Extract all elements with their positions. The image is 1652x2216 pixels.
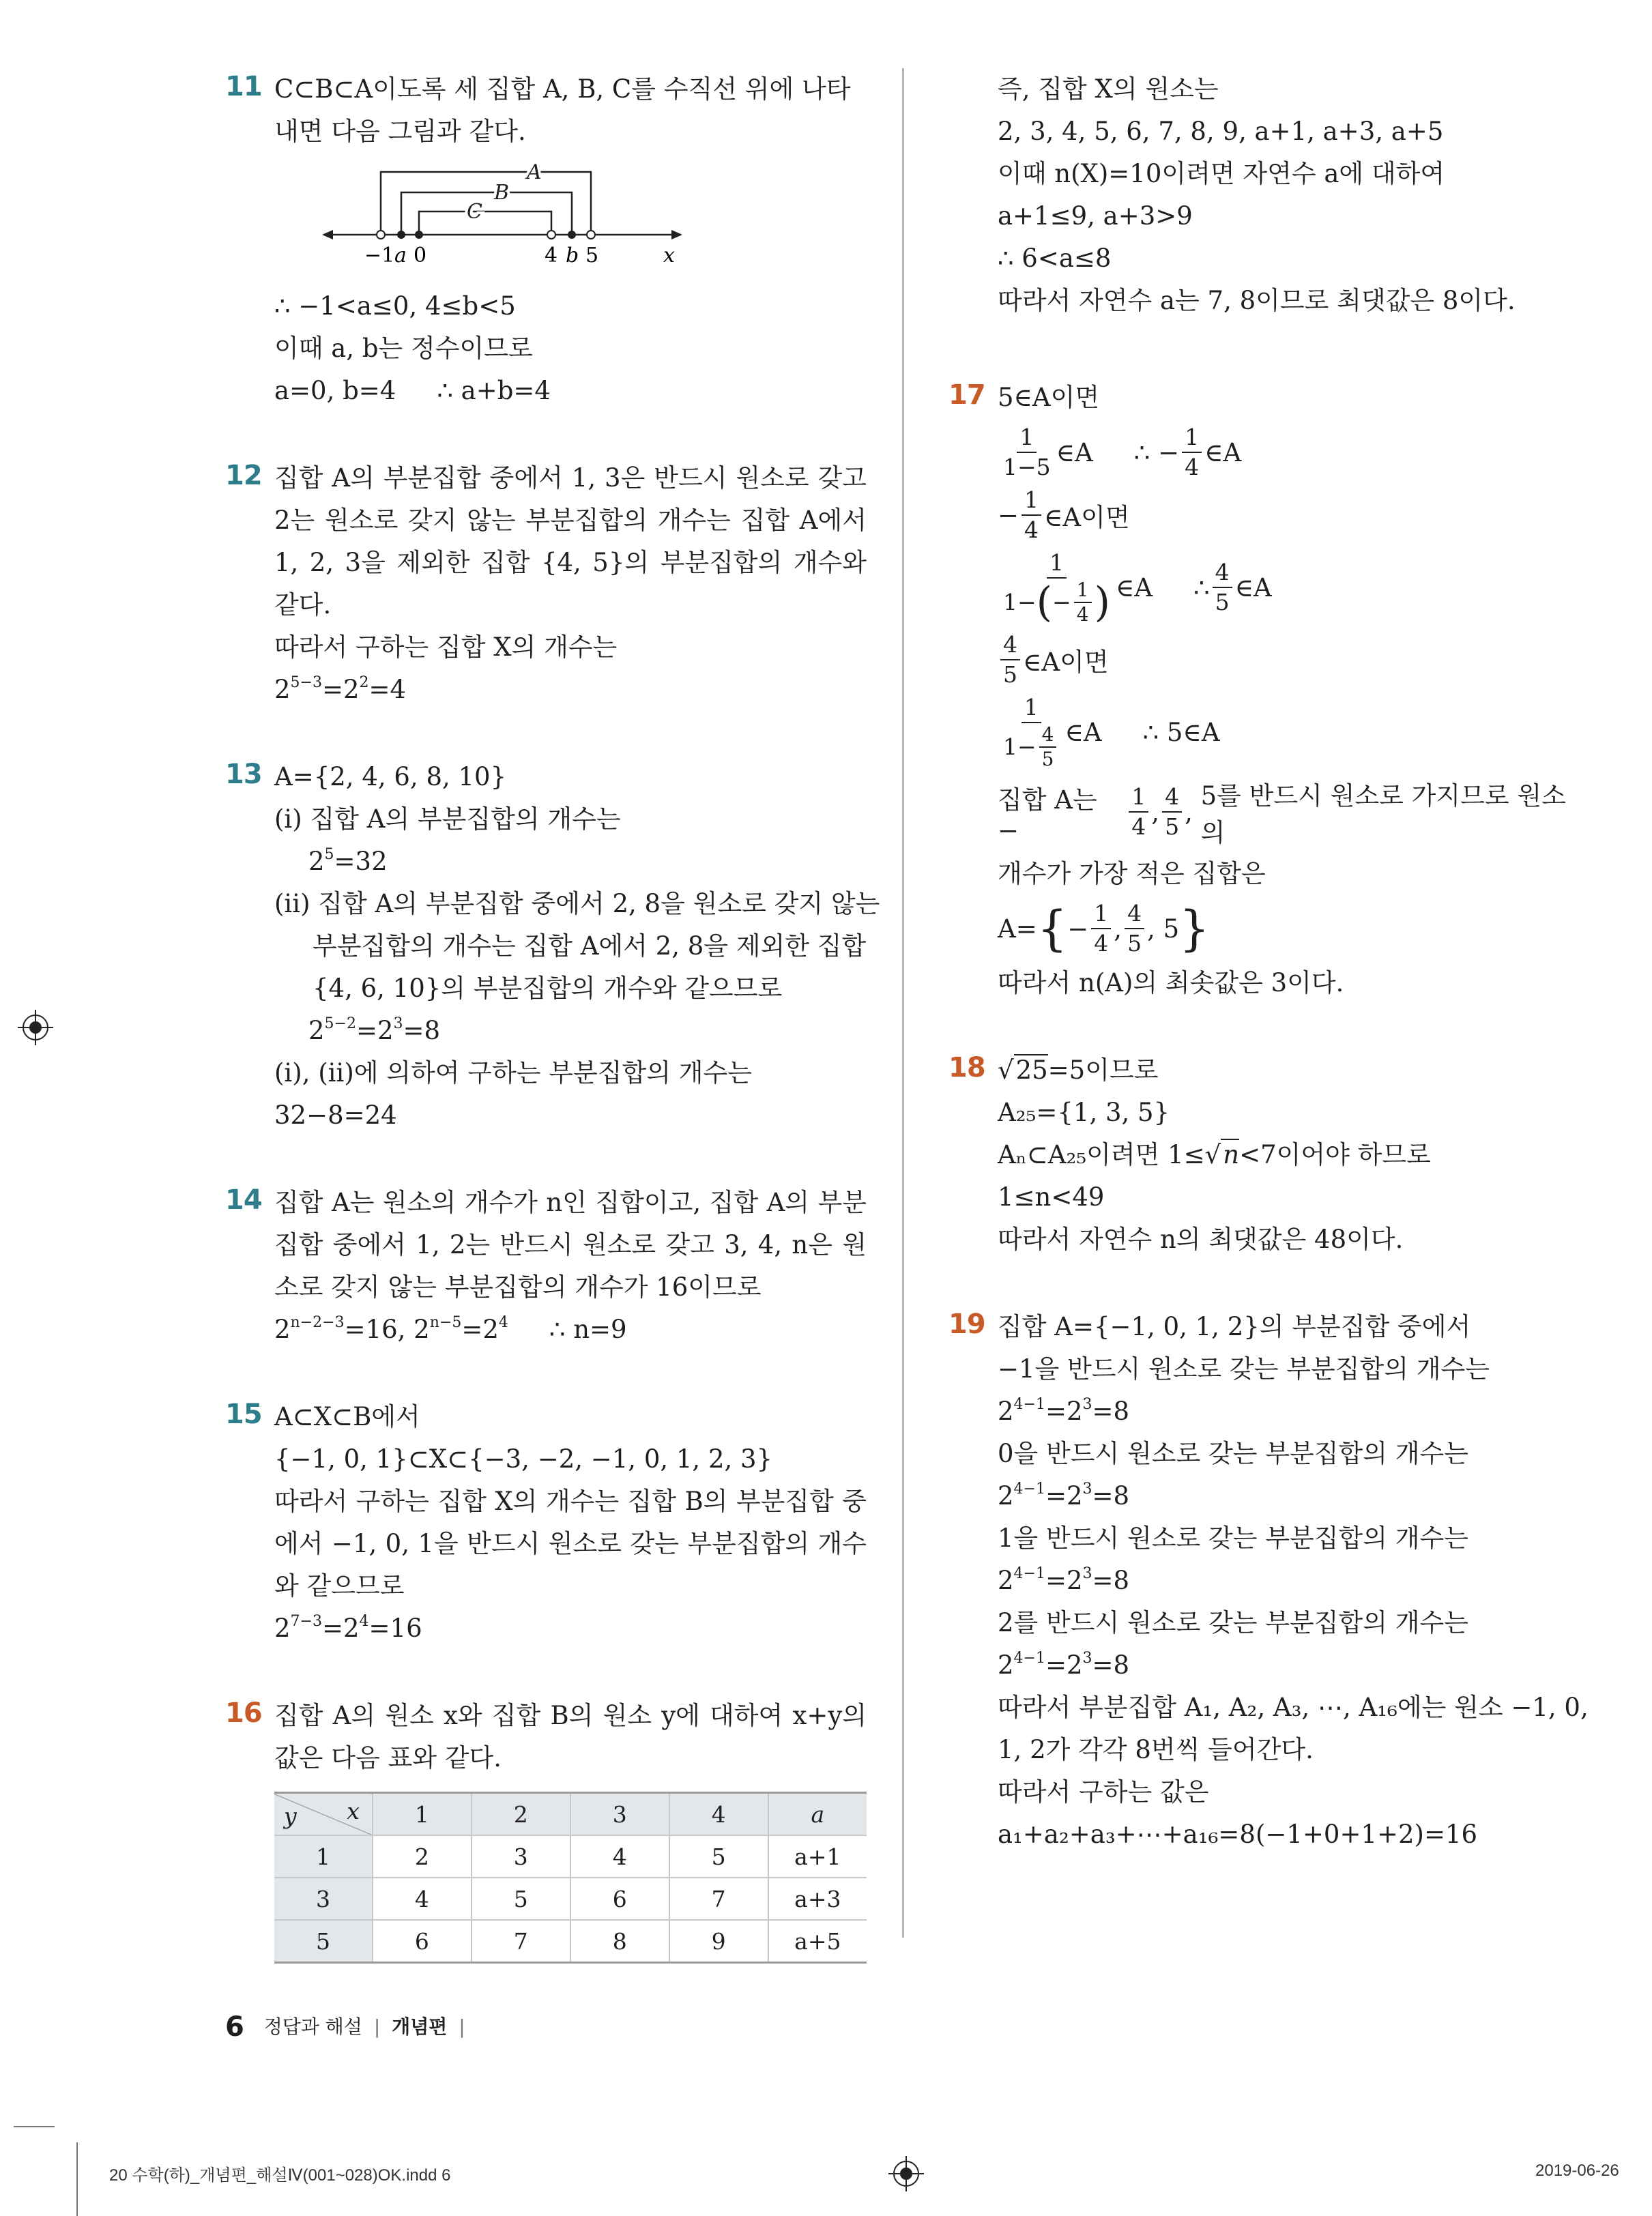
- problem-15: [225, 1396, 867, 1650]
- axis-arrow-left: [322, 230, 333, 239]
- row-header: 5: [274, 1920, 373, 1963]
- solution-line: 32−8=24: [274, 1100, 397, 1130]
- table-cell: 4: [373, 1878, 472, 1920]
- header-cell: 2: [472, 1793, 570, 1836]
- slug-date: 2019-06-26: [1535, 2161, 1619, 2180]
- solution-line: 따라서 자연수 n의 최댓값은 48이다.: [998, 1225, 1404, 1254]
- header-cell: 1: [373, 1793, 472, 1836]
- problem-11: [225, 68, 867, 412]
- column-divider: [902, 68, 904, 1938]
- fraction: $\frac{4}{5}$: [1213, 558, 1232, 617]
- problem-number: 17: [948, 379, 985, 411]
- power-line: $2^{4-1}=2^3=8$: [998, 1481, 1130, 1511]
- table-row: [274, 1878, 867, 1920]
- corner-cell: y x: [274, 1793, 373, 1836]
- label-c: C: [467, 200, 482, 224]
- solution-line: 0을 반드시 원소로 갖는 부분집합의 개수는: [998, 1439, 1468, 1468]
- tick-label: a: [394, 244, 407, 267]
- point-4: [547, 231, 555, 239]
- problem-19: [948, 1306, 1590, 1856]
- table-cell: 2: [373, 1835, 472, 1878]
- point-minus1: [377, 231, 385, 239]
- solution-line: 따라서 구하는 값은: [998, 1777, 1209, 1807]
- fraction: $\frac{1}{4}$: [1091, 899, 1111, 958]
- fraction-line: $\frac{1}{1-5}$ ∈A ∴ − $\frac{1}{4}$ ∈A: [998, 423, 1590, 482]
- registration-mark-icon: [888, 2156, 924, 2191]
- crop-mark: [14, 2126, 55, 2127]
- solution-line: A⊂X⊂B에서: [274, 1402, 420, 1431]
- set-definition: A={2, 4, 6, 8, 10}: [274, 762, 507, 791]
- power-line: $2^{4-1}=2^3=8$: [998, 1396, 1130, 1426]
- sum-table: [274, 1792, 867, 1964]
- solution-line: a₁+a₂+a₃+⋯+a₁₆=8(−1+0+1+2)=16: [998, 1820, 1478, 1849]
- solution-line: 집합 A는 − $\frac{1}{4}$ , $\frac{4}{5}$ , 5를 반드시 원소로 가지므로 원소의: [998, 781, 1566, 847]
- table-row: [274, 1835, 867, 1878]
- solution-line: Aₙ⊂A₂₅이려면 1≤√n<7이어야 하므로: [998, 1140, 1431, 1169]
- fraction: $\frac{1}{4}$: [1021, 486, 1041, 544]
- problem-number: 15: [225, 1399, 262, 1430]
- problem-17: [948, 377, 1590, 1004]
- table-row: [274, 1920, 867, 1963]
- header-cell: 3: [570, 1793, 669, 1836]
- problem-number: 16: [225, 1697, 262, 1729]
- crop-mark: [76, 2142, 78, 2216]
- solution-line: 따라서 n(A)의 최솟값은 3이다.: [998, 968, 1344, 997]
- statement-line: 내면 다음 그림과 같다.: [274, 117, 526, 146]
- statement-line: C⊂B⊂A이도록 세 집합 A, B, C를 수직선 위에 나타: [274, 74, 851, 104]
- registration-mark-icon: [18, 1010, 53, 1045]
- page-number: 6: [225, 2011, 244, 2043]
- table-header-row: [274, 1793, 867, 1836]
- tick-label: −1: [364, 244, 395, 267]
- footer-label: 정답과 해설: [263, 2015, 362, 2038]
- problem-number: 14: [225, 1184, 262, 1216]
- footer-section: 개념편: [392, 2015, 448, 2038]
- solution-line: 따라서 자연수 a는 7, 8이므로 최댓값은 8이다.: [998, 286, 1516, 315]
- solution-line: 5∈A이면: [998, 383, 1100, 412]
- solution-line: 이때 n(X)=10이려면 자연수 a에 대하여: [998, 159, 1445, 188]
- fraction: $\frac{4}{5}$: [1162, 783, 1182, 841]
- problem-number: 19: [948, 1309, 985, 1340]
- tick-label: b: [566, 244, 579, 267]
- solution-line: 1을 반드시 원소로 갖는 부분집합의 개수는: [998, 1524, 1468, 1553]
- statement-text: 집합 A의 부분집합 중에서 1, 3은 반드시 원소로 갖고 2는 원소로 갖지 않는 부분집합의 개수는 집합 A에서 1, 2, 3을 제외한 집합 {4, 5}의 부분집합의 개수와 같다.: [274, 463, 867, 619]
- power-line: $2^{4-1}=2^3=8$: [998, 1650, 1130, 1680]
- power-line: $2^{n-2-3}=16$, $2^{n-5}=2^4$ ∴ n=9: [274, 1314, 627, 1344]
- row-header: 3: [274, 1878, 373, 1920]
- solution-line: 집합 A={−1, 0, 1, 2}의 부분집합 중에서: [998, 1312, 1471, 1341]
- problem-18: [948, 1049, 1590, 1261]
- point-a: [397, 231, 405, 239]
- point-5: [587, 231, 595, 239]
- power-line: $2^{5-3}=2^2=4$: [274, 674, 407, 704]
- point-b: [568, 231, 576, 239]
- tick-label: 4: [545, 244, 558, 267]
- solution-line: [274, 370, 867, 412]
- conclusion: ∴ a+b=4: [437, 376, 551, 405]
- power-line: $2^5=32$: [308, 846, 388, 876]
- statement-text: 집합 A의 원소 x와 집합 B의 원소 y에 대하여 x+y의 값은 다음 표와 같다.: [274, 1701, 867, 1773]
- number-line-figure: [322, 160, 704, 276]
- page-footer: 6 정답과 해설 | 개념편 |: [225, 2011, 465, 2043]
- right-column: [948, 68, 1590, 1901]
- fraction: $\frac{1}{1-5}$: [1003, 424, 1051, 480]
- table-cell: a+1: [768, 1835, 867, 1878]
- power-line: $2^{4-1}=2^3=8$: [998, 1565, 1130, 1595]
- value: a=0, b=4: [274, 376, 396, 405]
- fraction: 1 1− ( − $\frac{1}{4}$ ): [1003, 549, 1110, 626]
- problem-number: 18: [948, 1052, 985, 1083]
- solution-line: ∴ 6<a≤8: [998, 244, 1112, 273]
- solution-line: 따라서 부분집합 A₁, A₂, A₃, ⋯, A₁₆에는 원소 −1, 0,: [998, 1693, 1589, 1722]
- fraction-line: 1 1− $\frac{4}{5}$ ∈A ∴ 5∈A: [998, 693, 1590, 771]
- solution-line: {−1, 0, 1}⊂X⊂{−3, −2, −1, 0, 1, 2, 3}: [274, 1444, 773, 1474]
- fraction: $\frac{4}{5}$: [1000, 630, 1020, 689]
- header-cell: a: [768, 1793, 867, 1836]
- solution-line: 따라서 구하는 집합 X의 개수는: [274, 632, 618, 662]
- solution-line: a+1≤9, a+3>9: [998, 201, 1193, 231]
- problem-16-continued: [948, 68, 1590, 322]
- fraction: 1 1− $\frac{4}{5}$: [1000, 693, 1062, 771]
- case-ii: (ⅱ) 집합 A의 부분집합 중에서 2, 8을 원소로 갖지 않는: [274, 889, 880, 918]
- solution-line: 개수가 가장 적은 집합은: [998, 859, 1266, 888]
- fraction: $\frac{1}{4}$: [1182, 423, 1202, 482]
- fraction: $\frac{1}{4}$: [1129, 783, 1148, 841]
- solution-line: 2를 반드시 원소로 갖는 부분집합의 개수는: [998, 1608, 1468, 1637]
- point-0: [415, 231, 423, 239]
- table-cell: 5: [472, 1878, 570, 1920]
- solution-text: 따라서 구하는 집합 X의 개수는 집합 B의 부분집합 중에서 −1, 0, 1을 반드시 원소로 갖는 부분집합의 개수와 같으므로: [274, 1487, 867, 1601]
- solution-line: 이때 a, b는 정수이므로: [274, 334, 533, 363]
- table-cell: 8: [570, 1920, 669, 1963]
- tick-label: 5: [585, 244, 599, 267]
- table-cell: 6: [373, 1920, 472, 1963]
- power-line: $2^{7-3}=2^4=16$: [274, 1613, 422, 1643]
- case-ii-line: 부분집합의 개수는 집합 A에서 2, 8을 제외한 집합: [313, 931, 867, 961]
- table-cell: 4: [570, 1835, 669, 1878]
- problem-16: [225, 1695, 867, 1964]
- table-cell: a+3: [768, 1878, 867, 1920]
- axis-label: x: [663, 244, 675, 267]
- solution-line: √25=5이므로: [998, 1055, 1159, 1085]
- slug-filename: 20 수학(하)_개념편_해설Ⅳ(001~028)OK.indd 6: [109, 2166, 451, 2185]
- axis-arrow-right: [671, 230, 682, 239]
- case-i: (ⅰ) 집합 A의 부분집합의 개수는: [274, 804, 621, 834]
- solution-line: 1≤n<49: [998, 1182, 1105, 1212]
- solution-line: 1, 2가 각각 8번씩 들어간다.: [998, 1735, 1314, 1764]
- table-cell: 9: [669, 1920, 768, 1963]
- row-header: 1: [274, 1835, 373, 1878]
- problem-13: [225, 756, 880, 1137]
- fraction: $\frac{4}{5}$: [1125, 899, 1144, 958]
- fraction-line: − $\frac{1}{4}$ ∈A이면: [998, 486, 1130, 543]
- bracket-a: [381, 172, 591, 232]
- solution-line: (ⅰ), (ⅱ)에 의하여 구하는 부분집합의 개수는: [274, 1058, 752, 1088]
- left-column: [225, 68, 880, 2009]
- conclusion: ∴ n=9: [549, 1315, 627, 1344]
- solution-line: 즉, 집합 X의 원소는: [998, 74, 1219, 104]
- table-cell: 6: [570, 1878, 669, 1920]
- table-cell: 7: [472, 1920, 570, 1963]
- bracket-c: [419, 212, 551, 232]
- problem-number: 11: [225, 71, 262, 102]
- table-cell: 5: [669, 1835, 768, 1878]
- set-result: A= { − $\frac{1}{4}$ , $\frac{4}{5}$ , 5 }: [998, 900, 1210, 957]
- problem-number: 12: [225, 460, 262, 491]
- table-cell: 3: [472, 1835, 570, 1878]
- fraction-line: $\frac{4}{5}$ ∈A이면: [998, 630, 1590, 689]
- fraction-line: 1 1− ( − $\frac{1}{4}$ ) ∈A ∴ $\frac{4}{5}$ ∈A: [998, 549, 1590, 626]
- case-ii-line: {4, 6, 10}의 부분집합의 개수와 같으므로: [313, 974, 783, 1003]
- header-cell: 4: [669, 1793, 768, 1836]
- table-cell: 7: [669, 1878, 768, 1920]
- problem-12: [225, 457, 867, 711]
- label-a: A: [527, 160, 542, 184]
- table-cell: a+5: [768, 1920, 867, 1963]
- solution-line: −1을 반드시 원소로 갖는 부분집합의 개수는: [998, 1354, 1490, 1384]
- power-line: $2^{5-2}=2^3=8$: [308, 1015, 441, 1045]
- solution-line: A₂₅={1, 3, 5}: [998, 1098, 1170, 1127]
- solution-line: ∴ −1<a≤0, 4≤b<5: [274, 291, 516, 321]
- tick-label: 0: [414, 244, 427, 267]
- statement-text: 집합 A는 원소의 개수가 n인 집합이고, 집합 A의 부분집합 중에서 1, 2는 반드시 원소로 갖고 3, 4, n은 원소로 갖지 않는 부분집합의 개수가 16이므로: [274, 1188, 867, 1302]
- label-b: B: [494, 181, 510, 205]
- problem-14: [225, 1182, 867, 1351]
- solution-line: 2, 3, 4, 5, 6, 7, 8, 9, a+1, a+3, a+5: [998, 117, 1444, 146]
- problem-number: 13: [225, 759, 262, 790]
